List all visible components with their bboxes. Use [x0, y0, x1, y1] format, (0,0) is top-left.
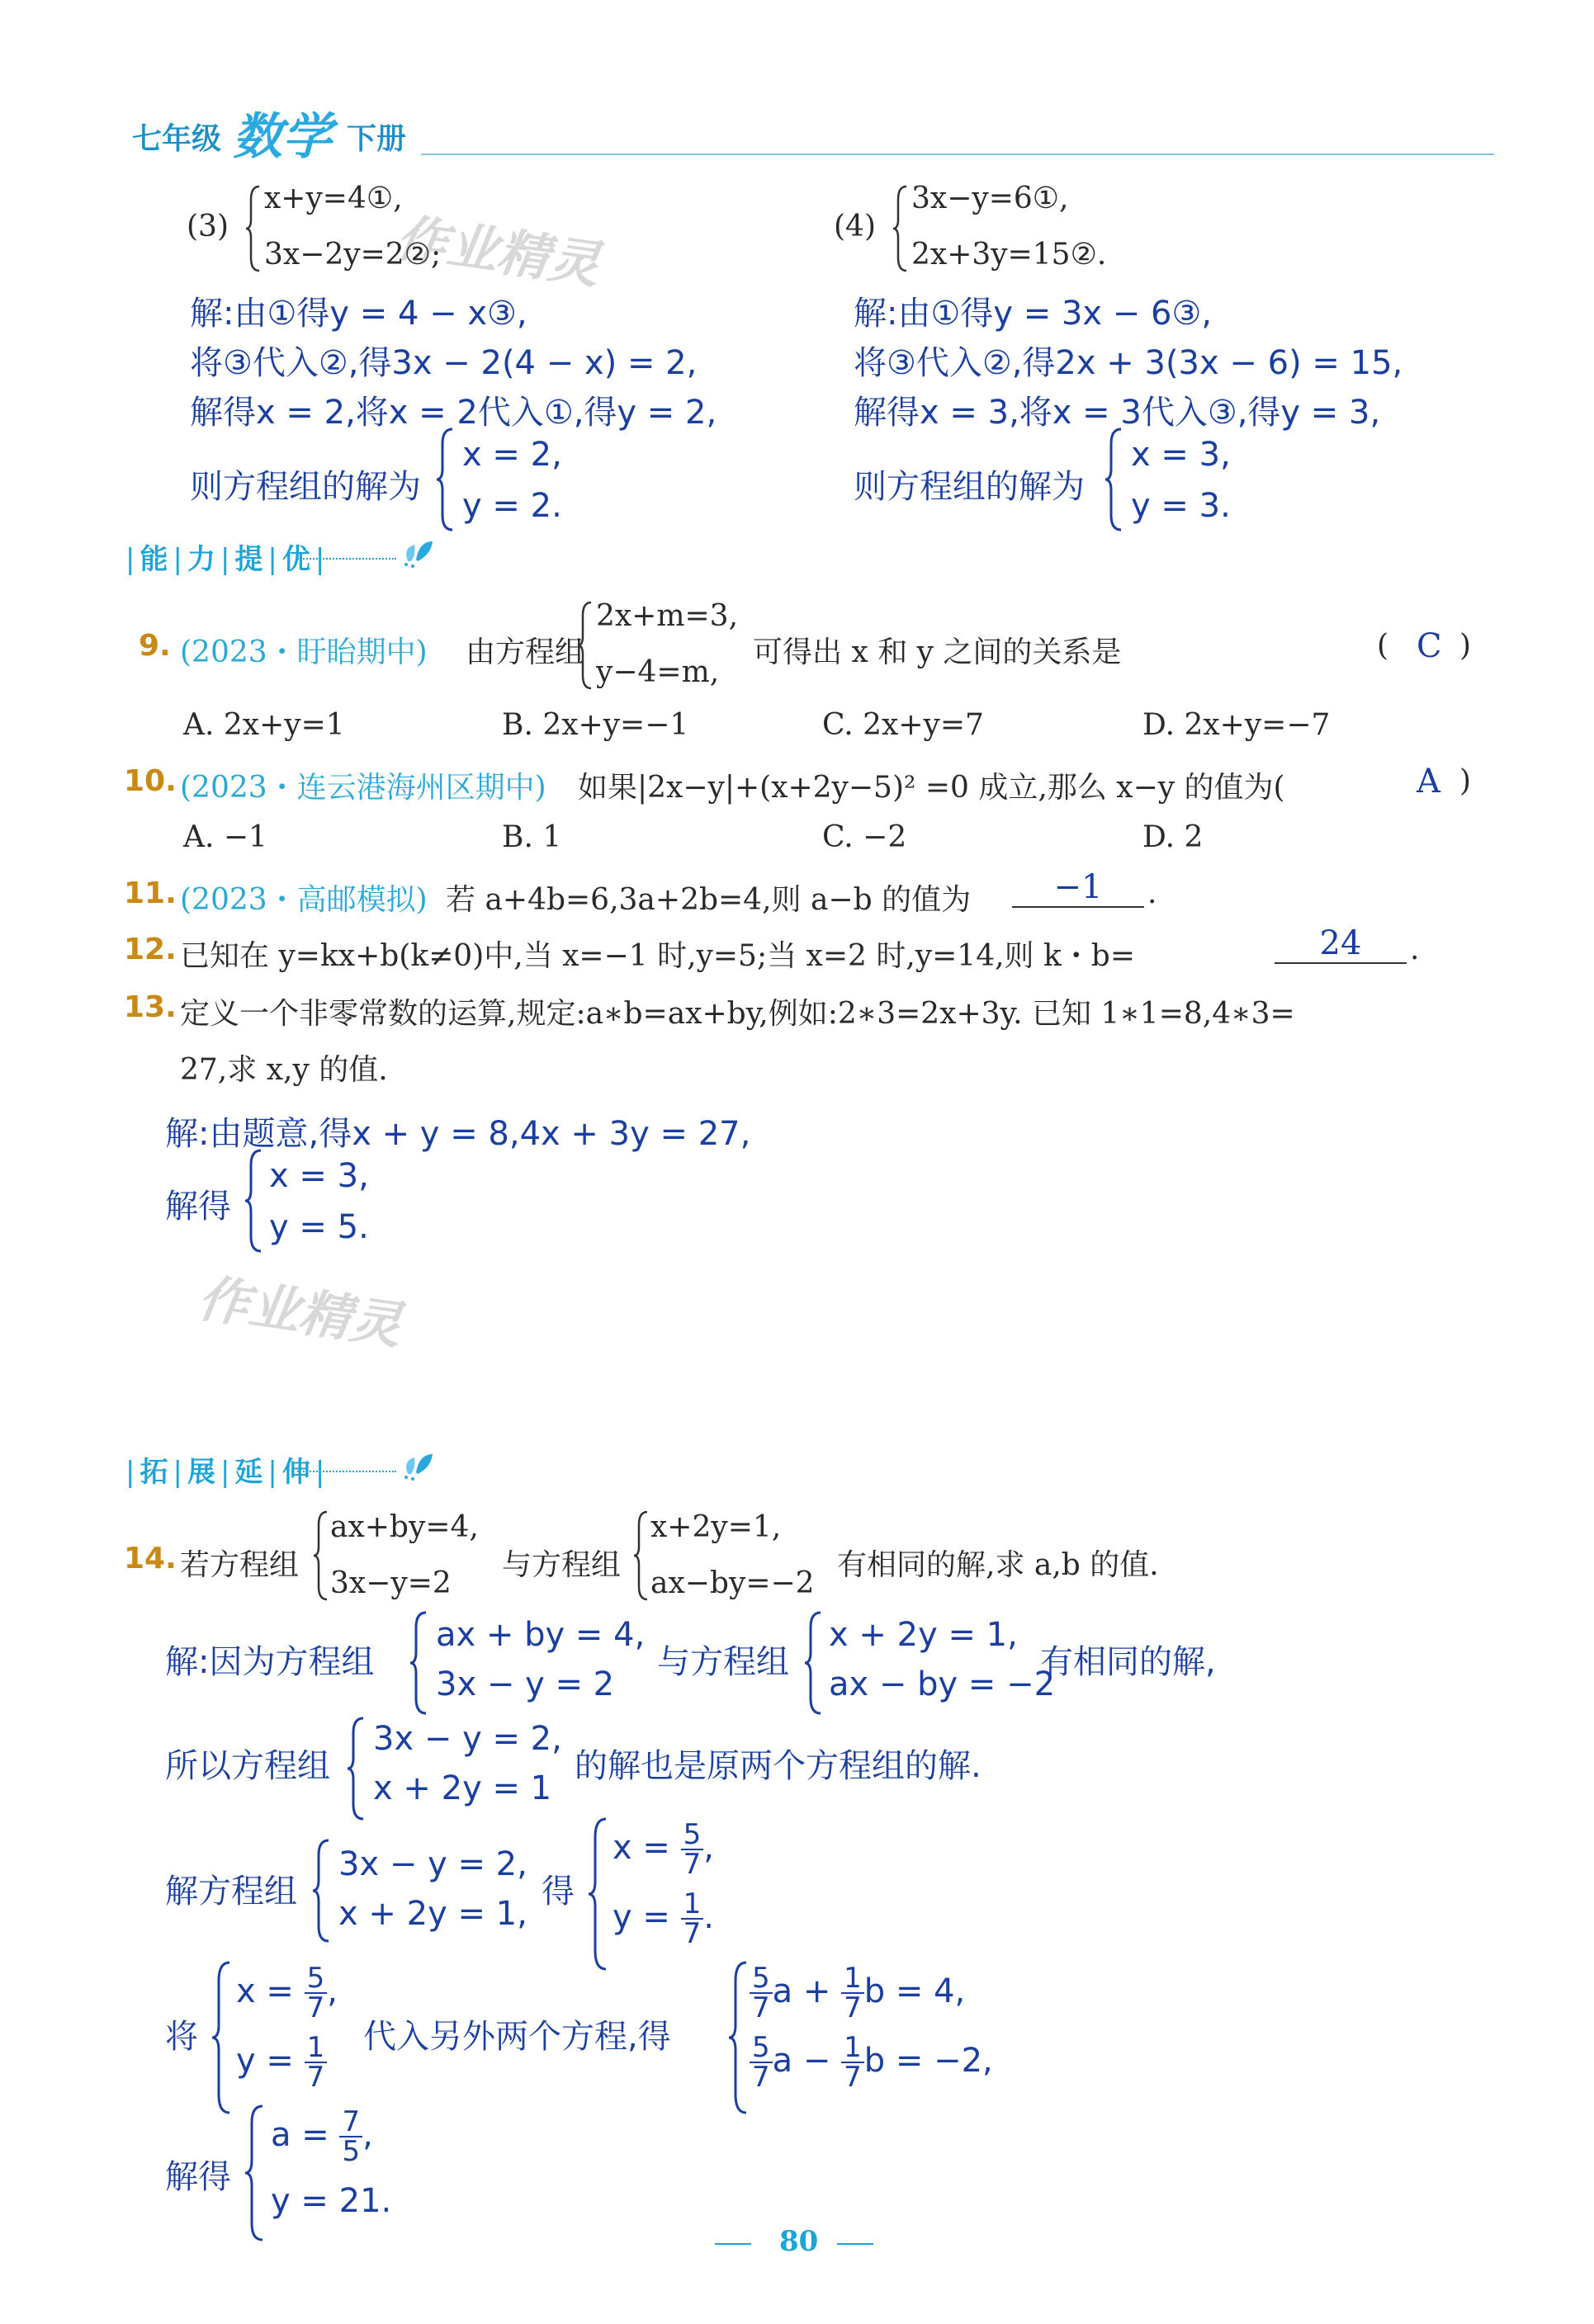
- solution-brace: [802, 1609, 824, 1717]
- q10-option-a: A. −1: [183, 820, 267, 854]
- q9-option-c: C. 2x+y=7: [822, 708, 984, 742]
- q13-line2: 解得: [165, 1188, 231, 1226]
- q9-post: 可得出 x 和 y 之间的关系是: [753, 635, 1122, 669]
- q9-eq1: 2x+m=3,: [596, 599, 739, 633]
- q9-eq2: y−4=m,: [596, 655, 720, 689]
- q9-option-d: D. 2x+y=−7: [1142, 708, 1331, 742]
- q14-l4-y: y = $\frac{1}{7}$: [236, 2034, 327, 2091]
- q12-end: .: [1410, 933, 1420, 966]
- q9-option-b: B. 2x+y=−1: [502, 708, 689, 742]
- p3-line1: 解:由①得y = 4 − x③,: [190, 295, 527, 333]
- q9-pre: 由方程组: [466, 635, 585, 669]
- system-brace: [632, 1509, 650, 1603]
- q13-number: 13.: [124, 990, 177, 1024]
- q13-sol-x: x = 3,: [269, 1157, 369, 1195]
- q14-l4-pre: 将: [165, 2018, 198, 2056]
- system-brace: [312, 1509, 330, 1603]
- header-grade: 七年级: [132, 122, 222, 156]
- section-title-extension: | 拓 | 展 | 延 | 伸 |: [125, 1456, 327, 1489]
- q10-source: (2023・连云港海州区期中): [180, 771, 546, 805]
- solution-brace: [408, 1609, 429, 1717]
- q14-l1-a2: 3x − y = 2: [436, 1665, 615, 1703]
- solution-brace: [345, 1715, 367, 1822]
- p3-sol-x: x = 2,: [462, 436, 562, 474]
- solution-brace: [243, 2103, 266, 2243]
- p4-line3: 解得x = 3,将x = 3代入③,得y = 3,: [854, 394, 1381, 432]
- solution-brace: [310, 1837, 332, 1944]
- q12-answer-blank: 24: [1275, 924, 1407, 964]
- q9-paren-left: (: [1377, 629, 1389, 663]
- system-brace: [576, 599, 594, 692]
- q14-l1-b1: x + 2y = 1,: [829, 1616, 1018, 1654]
- q10-number: 10.: [124, 764, 177, 798]
- watermark: 作业精灵: [194, 1268, 406, 1356]
- q13-sol-y: y = 5.: [269, 1208, 369, 1246]
- solution-brace: [1103, 426, 1124, 533]
- q9-answer: C: [1417, 627, 1442, 665]
- q13-text1: 定义一个非零常数的运算,规定:a∗b=ax+by,例如:2∗3=2x+3y. 已知 1∗1=8,4∗3=: [180, 997, 1295, 1031]
- q14-l5-a: a = $\frac{7}{5}$ ,: [271, 2105, 373, 2168]
- q11-source: (2023・高邮模拟): [180, 883, 428, 917]
- section-divider: [297, 1471, 396, 1472]
- q14-pre: 若方程组: [180, 1548, 300, 1582]
- solution-brace: [243, 1147, 264, 1254]
- header-subject: 数学: [233, 108, 332, 166]
- solution-brace: [726, 1959, 750, 2116]
- p4-sol-y: y = 3.: [1131, 487, 1231, 525]
- header-rule: [421, 154, 1494, 155]
- p4-line1: 解:由①得y = 3x − 6③,: [854, 295, 1213, 333]
- q14-l5-y: y = 21.: [271, 2182, 392, 2220]
- q14-b2: ax−by=−2: [650, 1566, 815, 1600]
- q14-post: 有相同的解,求 a,b 的值.: [837, 1548, 1159, 1582]
- q11-end: .: [1147, 876, 1157, 910]
- q14-l1-a1: ax + by = 4,: [436, 1616, 646, 1654]
- q13-text2: 27,求 x,y 的值.: [180, 1053, 388, 1087]
- p3-label: (3): [187, 210, 229, 243]
- q10-text: 如果|2x−y|+(x+2y−5)² =0 成立,那么 x−y 的值为(: [578, 771, 1285, 805]
- q10-option-d: D. 2: [1142, 820, 1204, 854]
- q11-text: 若 a+4b=6,3a+2b=4,则 a−b 的值为: [446, 883, 972, 917]
- solution-brace: [586, 1816, 609, 1972]
- q11-answer-blank: −1: [1012, 868, 1144, 908]
- q14-l3-pre: 解方程组: [165, 1873, 297, 1911]
- q10-paren-right: ): [1459, 764, 1472, 798]
- q14-l1-mid: 与方程组: [657, 1643, 789, 1681]
- q14-a2: 3x−y=2: [330, 1566, 452, 1600]
- solution-brace: [434, 426, 456, 533]
- q14-l1-pre: 解:因为方程组: [165, 1643, 375, 1681]
- q14-l5-pre: 解得: [165, 2158, 231, 2196]
- q14-l3-a1: 3x − y = 2,: [338, 1845, 527, 1883]
- q14-l2-post: 的解也是原两个方程组的解.: [575, 1747, 981, 1785]
- page-number: 80: [779, 2225, 819, 2258]
- butterfly-icon: [400, 536, 438, 573]
- p3-line3: 解得x = 2,将x = 2代入①,得y = 2,: [190, 394, 717, 432]
- p4-sol-x: x = 3,: [1131, 436, 1231, 474]
- q14-l1-b2: ax − by = −2: [829, 1665, 1056, 1703]
- q14-l1-post: 有相同的解,: [1040, 1643, 1216, 1681]
- p3-sol-y: y = 2.: [462, 487, 562, 525]
- q14-a1: ax+by=4,: [330, 1510, 479, 1544]
- solution-brace: [210, 1959, 233, 2116]
- q14-l4-e2: $\frac{5}{7}$ a − $\frac{1}{7}$ b = −2,: [750, 2034, 993, 2091]
- p4-eq1: 3x−y=6①,: [911, 182, 1069, 215]
- p3-eq1: x+y=4①,: [264, 182, 403, 215]
- q12-number: 12.: [124, 933, 177, 966]
- q14-number: 14.: [124, 1542, 177, 1575]
- q10-option-c: C. −2: [822, 820, 907, 854]
- q12-text: 已知在 y=kx+b(k≠0)中,当 x=−1 时,y=5;当 x=2 时,y=14,则 k・b=: [180, 939, 1136, 973]
- footer-dash: [715, 2243, 751, 2245]
- p3-eq2: 3x−2y=2②;: [264, 238, 442, 272]
- q14-l3-x: x = $\frac{5}{7}$ ,: [613, 1818, 714, 1881]
- system-brace: [244, 183, 263, 274]
- q14-l4-x: x = $\frac{5}{7}$ ,: [236, 1962, 338, 2024]
- q9-source: (2023・盱眙期中): [180, 635, 428, 669]
- p3-line2: 将③代入②,得3x − 2(4 − x) = 2,: [190, 344, 698, 382]
- q10-option-b: B. 1: [502, 820, 562, 854]
- q9-option-a: A. 2x+y=1: [183, 708, 345, 742]
- section-title-ability: | 能 | 力 | 提 | 优 |: [125, 543, 327, 576]
- system-brace: [892, 183, 910, 274]
- header-volume: 下册: [347, 122, 407, 156]
- q14-l3-mid: 得: [542, 1873, 575, 1911]
- q11-number: 11.: [124, 876, 177, 910]
- p4-line4: 则方程组的解为: [854, 468, 1085, 506]
- q14-l2-pre: 所以方程组: [165, 1747, 330, 1785]
- q14-b1: x+2y=1,: [650, 1510, 782, 1544]
- q14-l2-a2: x + 2y = 1: [373, 1769, 552, 1807]
- q13-line1: 解:由题意,得x + y = 8,4x + 3y = 27,: [165, 1115, 751, 1153]
- p4-line2: 将③代入②,得2x + 3(3x − 6) = 15,: [854, 344, 1403, 382]
- p4-label: (4): [834, 210, 876, 243]
- q14-l4-e1: $\frac{5}{7}$ a + $\frac{1}{7}$ b = 4,: [750, 1964, 965, 2022]
- butterfly-icon: [400, 1449, 438, 1486]
- p3-line4: 则方程组的解为: [190, 468, 421, 506]
- q14-l3-y: y = $\frac{1}{7}$ .: [613, 1887, 714, 1950]
- watermark: 作业精灵: [392, 207, 604, 295]
- q14-l2-a1: 3x − y = 2,: [373, 1720, 562, 1758]
- q14-l4-mid: 代入另外两个方程,得: [363, 2018, 671, 2056]
- section-divider: [297, 558, 396, 560]
- q9-paren-right: ): [1459, 629, 1472, 663]
- q9-number: 9.: [139, 629, 171, 663]
- p4-eq2: 2x+3y=15②.: [911, 238, 1107, 272]
- q14-mid: 与方程组: [502, 1548, 622, 1582]
- q14-l3-a2: x + 2y = 1,: [338, 1895, 527, 1933]
- q10-answer: A: [1417, 763, 1440, 801]
- footer-dash: [837, 2243, 873, 2245]
